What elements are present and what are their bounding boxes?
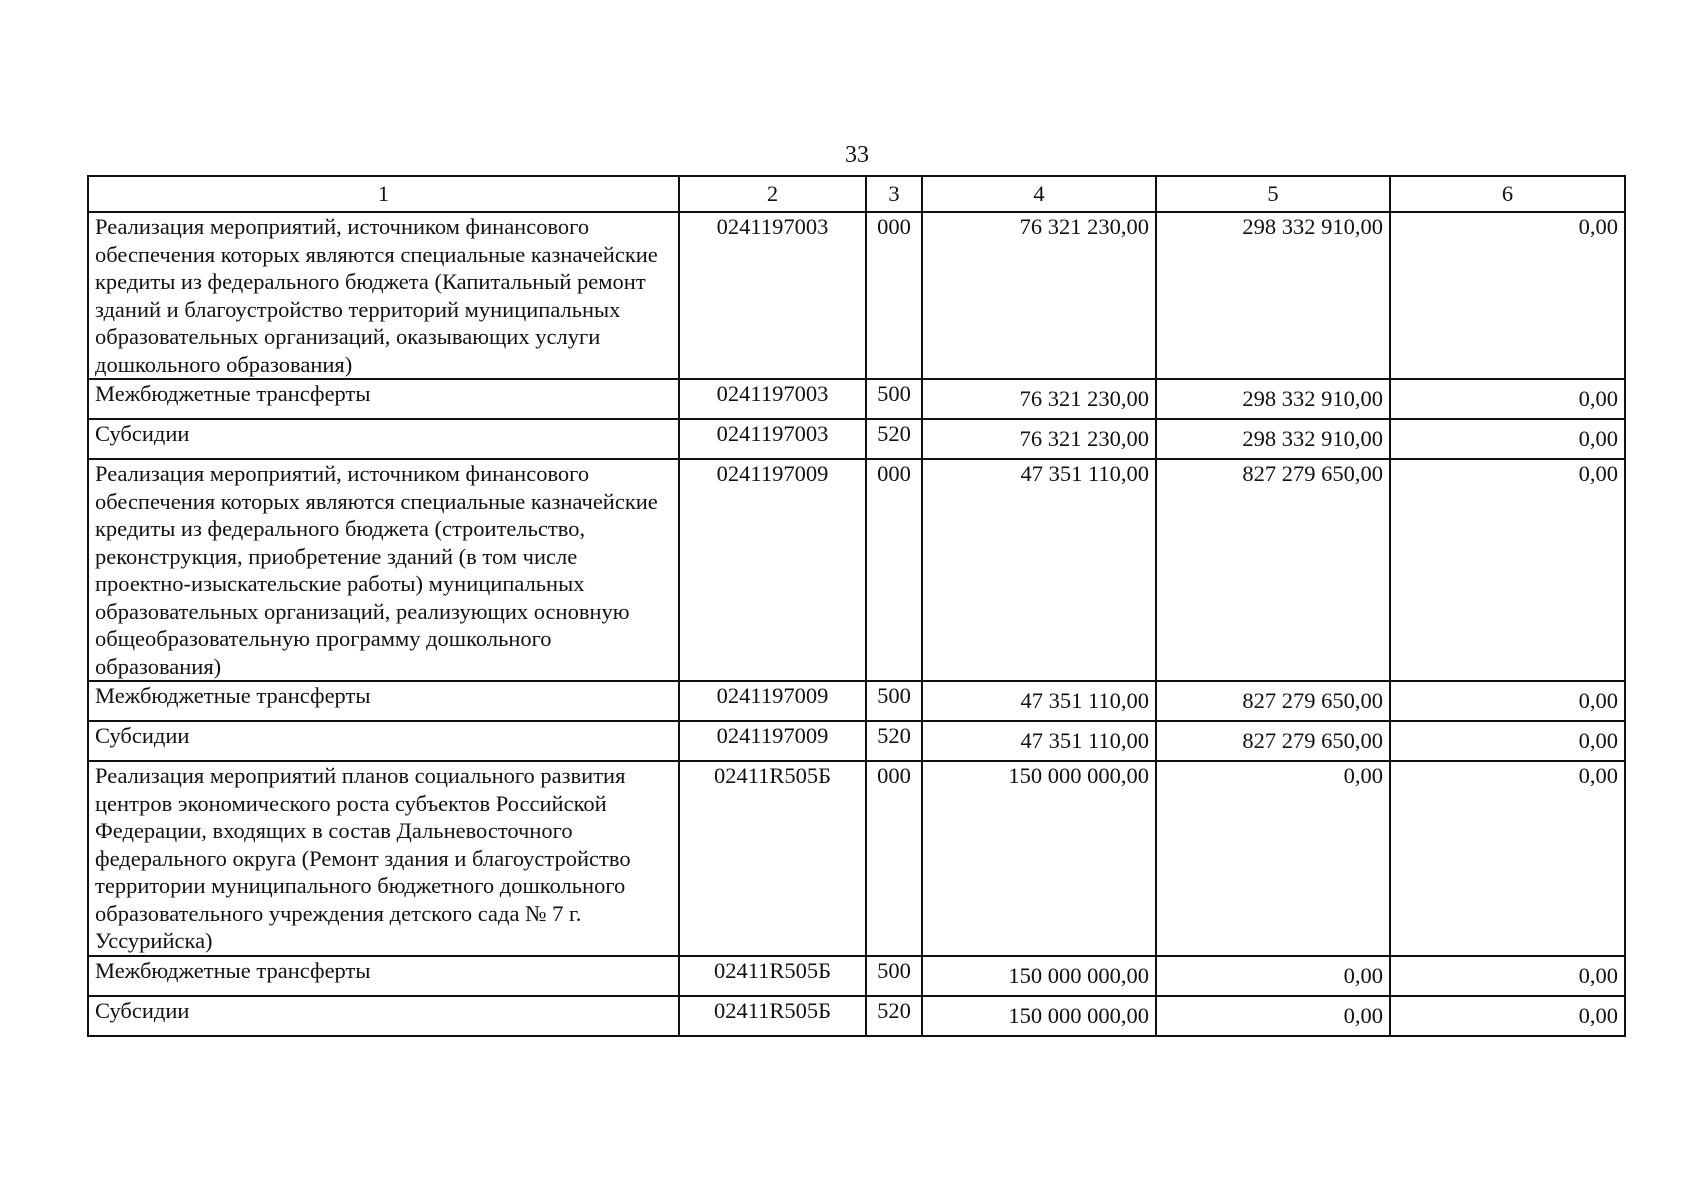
row-value-5-cell: 298 332 910,00 [1156,419,1390,459]
row-type-cell: 500 [866,956,922,996]
column-header-2: 2 [679,176,866,212]
row-value-6-cell: 0,00 [1390,379,1625,419]
table-row [88,379,1625,419]
table-row [88,459,1625,681]
row-value-5-cell: 827 279 650,00 [1156,681,1390,721]
table-row [88,956,1625,996]
row-value-6-cell: 0,00 [1390,721,1625,761]
row-value-4-cell: 76 321 230,00 [922,212,1156,379]
row-value-5-cell: 827 279 650,00 [1156,721,1390,761]
row-value-6-cell: 0,00 [1390,459,1625,681]
row-value-4-cell: 150 000 000,00 [922,996,1156,1036]
row-value-5-cell: 298 332 910,00 [1156,379,1390,419]
row-type-cell: 000 [866,459,922,681]
table-row [88,761,1625,956]
row-code-cell: 0241197003 [679,419,866,459]
row-name-cell: Реализация мероприятий, источником финансового обеспечения которых являются специальные казначейские кредиты из федерального бюджета (Капитальный ремонт зданий и благоустройство территорий муниципальных образовательных организаций, оказывающих услуги дошкольного образования) [88,212,679,379]
row-value-4-cell: 47 351 110,00 [922,459,1156,681]
row-name-cell: Реализация мероприятий планов социального развития центров экономического роста субъектов Российской Федерации, входящих в состав Дальневосточного федерального округа (Ремонт здания и благоустройство территории муниципального бюджетного дошкольного образовательного учреждения детского сада № 7 г. Уссурийска) [88,761,679,956]
row-value-5-cell: 0,00 [1156,761,1390,956]
row-name-cell: Субсидии [88,996,679,1036]
row-type-cell: 000 [866,212,922,379]
budget-table [87,175,1626,1037]
row-value-6-cell: 0,00 [1390,419,1625,459]
column-header-3: 3 [866,176,922,212]
row-name-cell: Межбюджетные трансферты [88,681,679,721]
row-value-6-cell: 0,00 [1390,681,1625,721]
table-row [88,721,1625,761]
row-value-6-cell: 0,00 [1390,761,1625,956]
table-row [88,996,1625,1036]
row-value-4-cell: 76 321 230,00 [922,419,1156,459]
column-header-5: 5 [1156,176,1390,212]
row-value-4-cell: 47 351 110,00 [922,681,1156,721]
row-code-cell: 02411R505Б [679,996,866,1036]
row-code-cell: 02411R505Б [679,956,866,996]
table-row [88,419,1625,459]
table-row [88,212,1625,379]
row-value-5-cell: 827 279 650,00 [1156,459,1390,681]
row-value-5-cell: 0,00 [1156,956,1390,996]
row-type-cell: 000 [866,761,922,956]
row-type-cell: 500 [866,681,922,721]
row-name-cell: Межбюджетные трансферты [88,379,679,419]
row-type-cell: 520 [866,419,922,459]
row-value-4-cell: 150 000 000,00 [922,761,1156,956]
row-value-4-cell: 150 000 000,00 [922,956,1156,996]
row-type-cell: 500 [866,379,922,419]
row-value-6-cell: 0,00 [1390,996,1625,1036]
row-value-6-cell: 0,00 [1390,212,1625,379]
column-header-6: 6 [1390,176,1625,212]
table-header-row [88,176,1625,212]
row-value-5-cell: 298 332 910,00 [1156,212,1390,379]
row-value-4-cell: 76 321 230,00 [922,379,1156,419]
row-type-cell: 520 [866,996,922,1036]
row-name-cell: Межбюджетные трансферты [88,956,679,996]
row-name-cell: Субсидии [88,721,679,761]
row-code-cell: 02411R505Б [679,761,866,956]
column-header-1: 1 [88,176,679,212]
row-code-cell: 0241197003 [679,212,866,379]
column-header-4: 4 [922,176,1156,212]
row-code-cell: 0241197009 [679,681,866,721]
row-code-cell: 0241197009 [679,721,866,761]
row-name-cell: Реализация мероприятий, источником финансового обеспечения которых являются специальные казначейские кредиты из федерального бюджета (строительство, реконструкция, приобретение зданий (в том числе проектно-изыскательские работы) муниципальных образовательных организаций, реализующих основную общеобразовательную программу дошкольного образования) [88,459,679,681]
row-code-cell: 0241197009 [679,459,866,681]
row-code-cell: 0241197003 [679,379,866,419]
page-number: 33 [845,142,869,168]
table-row [88,681,1625,721]
row-name-cell: Субсидии [88,419,679,459]
row-value-5-cell: 0,00 [1156,996,1390,1036]
row-value-6-cell: 0,00 [1390,956,1625,996]
row-type-cell: 520 [866,721,922,761]
row-value-4-cell: 47 351 110,00 [922,721,1156,761]
